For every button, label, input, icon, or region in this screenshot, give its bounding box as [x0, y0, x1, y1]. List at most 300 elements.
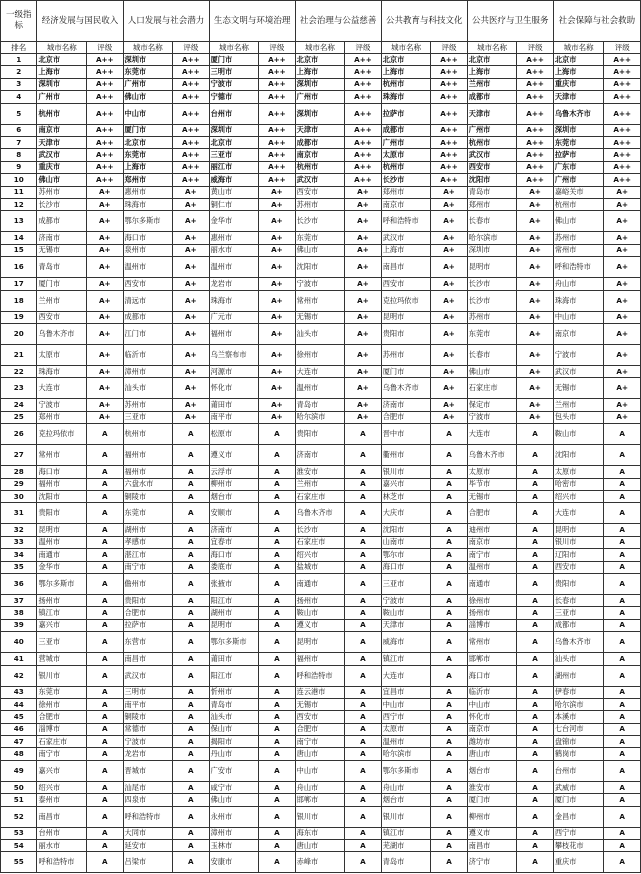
- table-row: [1, 686, 641, 698]
- grade-cell: A: [87, 549, 123, 561]
- grade-cell: A+: [173, 211, 209, 232]
- grade-cell: A: [517, 794, 553, 806]
- grade-cell: A++: [517, 66, 553, 78]
- table-row: [1, 748, 641, 760]
- city-cell: 保山市: [209, 723, 259, 735]
- city-cell: 伊春市: [553, 686, 604, 698]
- grade-cell: A+: [517, 311, 553, 323]
- rank-cell: 30: [1, 490, 37, 502]
- grade-cell: A: [87, 490, 123, 502]
- grade-cell: A: [87, 723, 123, 735]
- grade-cell: A: [259, 698, 295, 710]
- grade-cell: A: [431, 594, 467, 606]
- city-cell: 镇江市: [37, 607, 87, 619]
- city-cell: 中山市: [123, 103, 173, 124]
- rank-cell: 13: [1, 211, 37, 232]
- city-cell: 鄂尔多斯市: [209, 632, 259, 653]
- table-row: [1, 536, 641, 548]
- rank-cell: 18: [1, 290, 37, 311]
- city-cell: 绍兴市: [553, 490, 604, 502]
- grade-cell: A++: [431, 136, 467, 148]
- city-cell: 石家庄市: [295, 536, 345, 548]
- grade-cell: A: [345, 466, 381, 478]
- city-cell: 哈密市: [553, 478, 604, 490]
- city-cell: 济南市: [37, 232, 87, 244]
- grade-cell: A+: [604, 244, 641, 256]
- grade-cell: A: [604, 806, 641, 827]
- grade-cell: A+: [173, 323, 209, 344]
- grade-cell: A+: [87, 411, 123, 423]
- city-cell: 鄂尔多斯市: [123, 211, 173, 232]
- rank-cell: 12: [1, 198, 37, 210]
- city-cell: 厦门市: [467, 794, 517, 806]
- city-cell: 北京市: [295, 54, 345, 66]
- city-cell: 无锡市: [467, 490, 517, 502]
- city-cell: 儋州市: [123, 573, 173, 594]
- city-cell: 大连市: [553, 503, 604, 524]
- city-cell: 上海市: [295, 66, 345, 78]
- city-cell: 鄂尔多斯市: [37, 573, 87, 594]
- rank-cell: 23: [1, 378, 37, 399]
- city-cell: 深圳市: [295, 103, 345, 124]
- rank-cell: 29: [1, 478, 37, 490]
- city-cell: 本溪市: [553, 711, 604, 723]
- city-cell: 沈阳市: [381, 524, 431, 536]
- city-cell: 佛山市: [123, 91, 173, 103]
- city-cell: 漳州市: [209, 827, 259, 839]
- grade-cell: A+: [431, 186, 467, 198]
- rank-cell: 1: [1, 54, 37, 66]
- grade-cell: A: [431, 852, 467, 873]
- city-cell: 阳江市: [209, 665, 259, 686]
- grade-cell: A: [173, 736, 209, 748]
- grade-cell: A+: [431, 311, 467, 323]
- city-cell: 海口市: [467, 665, 517, 686]
- grade-cell: A+: [87, 186, 123, 198]
- grade-cell: A+: [517, 257, 553, 278]
- city-cell: 南昌市: [37, 806, 87, 827]
- city-cell: 怀化市: [209, 378, 259, 399]
- rank-cell: 50: [1, 781, 37, 793]
- grade-cell: A+: [345, 232, 381, 244]
- rank-cell: 16: [1, 257, 37, 278]
- city-cell: 温州市: [209, 257, 259, 278]
- grade-cell: A++: [345, 66, 381, 78]
- city-cell: 杭州市: [467, 136, 517, 148]
- grade-cell: A+: [604, 198, 641, 210]
- table-row: [1, 211, 641, 232]
- city-cell: 武汉市: [553, 365, 604, 377]
- table-row: [1, 466, 641, 478]
- grade-cell: A: [517, 748, 553, 760]
- grade-cell: A: [87, 632, 123, 653]
- city-cell: 东莞市: [123, 503, 173, 524]
- city-cell: 烟台市: [209, 490, 259, 502]
- city-cell: 拉萨市: [553, 149, 604, 161]
- rank-cell: 46: [1, 723, 37, 735]
- city-cell: 阳江市: [209, 594, 259, 606]
- city-cell: 长沙市: [37, 198, 87, 210]
- rank-cell: 45: [1, 711, 37, 723]
- city-cell: 青岛市: [295, 399, 345, 411]
- grade-cell: A: [517, 445, 553, 466]
- grade-cell: A+: [431, 323, 467, 344]
- grade-cell: A: [604, 524, 641, 536]
- city-cell: 柳州市: [209, 478, 259, 490]
- table-row: [1, 490, 641, 502]
- city-cell: 郑州市: [123, 174, 173, 186]
- grade-cell: A++: [604, 66, 641, 78]
- city-cell: 南宁市: [295, 736, 345, 748]
- city-cell: 大连市: [467, 424, 517, 445]
- city-cell: 银川市: [295, 806, 345, 827]
- grade-cell: A+: [604, 323, 641, 344]
- grade-cell: A: [604, 632, 641, 653]
- grade-cell: A+: [259, 186, 295, 198]
- city-cell: 铜陵市: [123, 711, 173, 723]
- grade-cell: A: [259, 561, 295, 573]
- grade-cell: A: [604, 736, 641, 748]
- table-row: [1, 794, 641, 806]
- city-cell: 济宁市: [467, 852, 517, 873]
- city-cell: 厦门市: [381, 365, 431, 377]
- grade-cell: A: [173, 503, 209, 524]
- city-cell: 福州市: [209, 323, 259, 344]
- grade-cell: A: [517, 698, 553, 710]
- rank-cell: 55: [1, 852, 37, 873]
- grade-cell: A: [604, 573, 641, 594]
- grade-cell: A+: [517, 232, 553, 244]
- grade-cell: A: [517, 524, 553, 536]
- table-row: [1, 232, 641, 244]
- grade-cell: A+: [345, 278, 381, 290]
- table-row: [1, 257, 641, 278]
- city-cell: 苏州市: [553, 232, 604, 244]
- city-cell: 湖州市: [553, 665, 604, 686]
- city-cell: 镇江市: [381, 653, 431, 665]
- city-cell: 太原市: [467, 466, 517, 478]
- grade-cell: A+: [259, 323, 295, 344]
- grade-cell: A+: [517, 399, 553, 411]
- city-cell: 南宁市: [123, 561, 173, 573]
- city-cell: 克拉玛依市: [37, 424, 87, 445]
- grade-cell: A: [345, 840, 381, 852]
- rank-cell: 32: [1, 524, 37, 536]
- grade-cell: A+: [431, 232, 467, 244]
- city-cell: 东莞市: [295, 232, 345, 244]
- grade-cell: A: [173, 632, 209, 653]
- city-cell: 乌鲁木齐市: [467, 445, 517, 466]
- grade-cell: A++: [517, 124, 553, 136]
- grade-cell: A: [431, 524, 467, 536]
- rank-cell: 2: [1, 66, 37, 78]
- table-row: [1, 311, 641, 323]
- grade-cell: A: [87, 840, 123, 852]
- rank-cell: 51: [1, 794, 37, 806]
- city-cell: 湖州市: [123, 524, 173, 536]
- grade-cell: A++: [173, 174, 209, 186]
- city-cell: 丽江市: [209, 161, 259, 173]
- grade-cell: A+: [517, 411, 553, 423]
- grade-cell: A: [345, 852, 381, 873]
- grade-cell: A: [604, 503, 641, 524]
- grade-cell: A++: [431, 124, 467, 136]
- grade-column-header: 评级: [345, 42, 381, 54]
- city-cell: 长春市: [553, 594, 604, 606]
- grade-cell: A: [517, 665, 553, 686]
- grade-cell: A+: [431, 411, 467, 423]
- grade-cell: A++: [259, 54, 295, 66]
- grade-cell: A+: [431, 365, 467, 377]
- city-cell: 苏州市: [467, 311, 517, 323]
- city-column-header: 城市名称: [209, 42, 259, 54]
- grade-cell: A+: [345, 198, 381, 210]
- city-cell: 昆明市: [553, 524, 604, 536]
- grade-cell: A: [87, 827, 123, 839]
- city-cell: 太原市: [381, 723, 431, 735]
- city-cell: 杭州市: [553, 198, 604, 210]
- city-cell: 杭州市: [123, 424, 173, 445]
- city-cell: 遵义市: [209, 445, 259, 466]
- grade-cell: A: [173, 665, 209, 686]
- city-cell: 广州市: [295, 91, 345, 103]
- grade-cell: A++: [431, 174, 467, 186]
- grade-cell: A: [604, 490, 641, 502]
- city-cell: 温州市: [37, 536, 87, 548]
- grade-cell: A++: [604, 161, 641, 173]
- category-header: 社会治理与公益慈善: [295, 1, 381, 42]
- rank-cell: 10: [1, 174, 37, 186]
- grade-cell: A: [173, 760, 209, 781]
- city-cell: 昆明市: [381, 311, 431, 323]
- city-cell: 南京市: [467, 723, 517, 735]
- city-cell: 珠海市: [553, 290, 604, 311]
- city-cell: 鞍山市: [381, 607, 431, 619]
- city-cell: 广州市: [123, 78, 173, 90]
- city-cell: 上海市: [381, 66, 431, 78]
- grade-cell: A: [345, 503, 381, 524]
- city-cell: 三明市: [209, 66, 259, 78]
- grade-cell: A: [259, 653, 295, 665]
- grade-cell: A++: [259, 149, 295, 161]
- city-cell: 宜昌市: [381, 686, 431, 698]
- city-cell: 成都市: [295, 136, 345, 148]
- city-cell: 石家庄市: [37, 736, 87, 748]
- grade-cell: A: [431, 840, 467, 852]
- city-cell: 三明市: [123, 686, 173, 698]
- city-cell: 西安市: [295, 186, 345, 198]
- rank-header: 排名: [1, 42, 37, 54]
- rank-cell: 52: [1, 806, 37, 827]
- city-cell: 河源市: [209, 365, 259, 377]
- grade-cell: A: [345, 748, 381, 760]
- rank-cell: 20: [1, 323, 37, 344]
- city-cell: 嘉峪关市: [553, 186, 604, 198]
- city-cell: 吕梁市: [123, 852, 173, 873]
- city-cell: 宁波市: [295, 278, 345, 290]
- grade-cell: A: [604, 711, 641, 723]
- grade-cell: A: [173, 794, 209, 806]
- city-cell: 克拉玛依市: [381, 290, 431, 311]
- city-cell: 杭州市: [381, 78, 431, 90]
- city-cell: 兰州市: [553, 399, 604, 411]
- grade-cell: A: [345, 736, 381, 748]
- grade-cell: A: [259, 781, 295, 793]
- city-cell: 武汉市: [37, 149, 87, 161]
- grade-cell: A++: [431, 91, 467, 103]
- city-cell: 台州市: [37, 827, 87, 839]
- city-cell: 连云港市: [295, 686, 345, 698]
- city-cell: 银川市: [37, 665, 87, 686]
- city-cell: 淮安市: [295, 466, 345, 478]
- grade-cell: A+: [259, 198, 295, 210]
- grade-cell: A: [345, 698, 381, 710]
- grade-cell: A: [259, 619, 295, 631]
- rank-cell: 4: [1, 91, 37, 103]
- category-header-row: [1, 1, 641, 42]
- city-cell: 常州市: [553, 244, 604, 256]
- grade-cell: A: [173, 490, 209, 502]
- grade-cell: A: [87, 445, 123, 466]
- city-cell: 昆明市: [295, 632, 345, 653]
- city-cell: 广州市: [467, 124, 517, 136]
- table-row: [1, 524, 641, 536]
- city-cell: 迪州市: [467, 524, 517, 536]
- city-cell: 嘉兴市: [37, 619, 87, 631]
- rank-cell: 27: [1, 445, 37, 466]
- city-cell: 三亚市: [209, 149, 259, 161]
- city-cell: 佛山市: [295, 244, 345, 256]
- city-cell: 威海市: [209, 174, 259, 186]
- city-cell: 成都市: [123, 311, 173, 323]
- grade-cell: A+: [173, 186, 209, 198]
- grade-cell: A+: [345, 311, 381, 323]
- city-cell: 淮安市: [467, 781, 517, 793]
- city-cell: 丽水市: [37, 840, 87, 852]
- grade-cell: A+: [345, 257, 381, 278]
- grade-cell: A++: [431, 149, 467, 161]
- city-cell: 呼和浩特市: [381, 211, 431, 232]
- grade-cell: A++: [87, 161, 123, 173]
- grade-cell: A: [431, 748, 467, 760]
- grade-cell: A+: [604, 311, 641, 323]
- city-cell: 潍坊市: [467, 736, 517, 748]
- grade-column-header: 评级: [431, 42, 467, 54]
- rank-cell: 40: [1, 632, 37, 653]
- table-row: [1, 840, 641, 852]
- city-cell: 三亚市: [37, 632, 87, 653]
- city-cell: 唐山市: [467, 748, 517, 760]
- city-cell: 北京市: [467, 54, 517, 66]
- grade-cell: A+: [345, 344, 381, 365]
- grade-cell: A++: [259, 78, 295, 90]
- grade-cell: A: [87, 466, 123, 478]
- grade-cell: A++: [173, 91, 209, 103]
- rank-cell: 11: [1, 186, 37, 198]
- city-cell: 东莞市: [123, 149, 173, 161]
- city-cell: 南京市: [553, 323, 604, 344]
- city-cell: 合肥市: [381, 411, 431, 423]
- rank-cell: 47: [1, 736, 37, 748]
- rank-cell: 8: [1, 149, 37, 161]
- city-cell: 黄山市: [209, 186, 259, 198]
- grade-cell: A++: [259, 174, 295, 186]
- city-cell: 呼和浩特市: [37, 852, 87, 873]
- city-cell: 深圳市: [295, 78, 345, 90]
- grade-cell: A: [259, 503, 295, 524]
- grade-cell: A: [345, 653, 381, 665]
- city-cell: 东莞市: [37, 686, 87, 698]
- city-cell: 芜湖市: [381, 840, 431, 852]
- grade-column-header: 评级: [87, 42, 123, 54]
- grade-cell: A: [345, 686, 381, 698]
- grade-cell: A: [87, 806, 123, 827]
- city-cell: 成都市: [553, 619, 604, 631]
- rank-cell: 28: [1, 466, 37, 478]
- table-row: [1, 91, 641, 103]
- grade-cell: A: [259, 806, 295, 827]
- grade-cell: A: [604, 653, 641, 665]
- grade-cell: A: [173, 594, 209, 606]
- city-cell: 舟山市: [295, 781, 345, 793]
- grade-cell: A: [431, 573, 467, 594]
- table-row: [1, 54, 641, 66]
- grade-cell: A: [87, 852, 123, 873]
- city-cell: 湖州市: [209, 607, 259, 619]
- grade-cell: A: [259, 573, 295, 594]
- grade-cell: A++: [259, 91, 295, 103]
- city-cell: 徐州市: [37, 698, 87, 710]
- city-cell: 惠州市: [209, 232, 259, 244]
- table-row: [1, 698, 641, 710]
- city-cell: 东莞市: [467, 323, 517, 344]
- grade-cell: A+: [173, 378, 209, 399]
- city-cell: 福州市: [295, 653, 345, 665]
- city-cell: 苏州市: [381, 344, 431, 365]
- city-cell: 嘉兴市: [37, 760, 87, 781]
- table-row: [1, 632, 641, 653]
- city-cell: 天津市: [37, 136, 87, 148]
- city-cell: 东莞市: [123, 66, 173, 78]
- grade-cell: A+: [259, 211, 295, 232]
- table-row: [1, 66, 641, 78]
- city-cell: 合肥市: [123, 607, 173, 619]
- grade-cell: A: [259, 445, 295, 466]
- rank-cell: 17: [1, 278, 37, 290]
- city-cell: 辽阳市: [553, 549, 604, 561]
- city-cell: 重庆市: [553, 852, 604, 873]
- city-cell: 南宁市: [37, 748, 87, 760]
- table-row: [1, 594, 641, 606]
- grade-cell: A: [259, 594, 295, 606]
- city-cell: 湛江市: [123, 549, 173, 561]
- rank-cell: 9: [1, 161, 37, 173]
- table-row: [1, 124, 641, 136]
- grade-cell: A+: [604, 232, 641, 244]
- city-cell: 海口市: [37, 466, 87, 478]
- grade-cell: A+: [517, 186, 553, 198]
- rank-cell: 37: [1, 594, 37, 606]
- rank-cell: 3: [1, 78, 37, 90]
- grade-cell: A: [517, 594, 553, 606]
- city-cell: 珠海市: [381, 91, 431, 103]
- city-cell: 毕节市: [467, 478, 517, 490]
- grade-cell: A: [259, 686, 295, 698]
- grade-cell: A: [604, 827, 641, 839]
- grade-cell: A: [431, 723, 467, 735]
- table-row: [1, 561, 641, 573]
- grade-cell: A+: [87, 323, 123, 344]
